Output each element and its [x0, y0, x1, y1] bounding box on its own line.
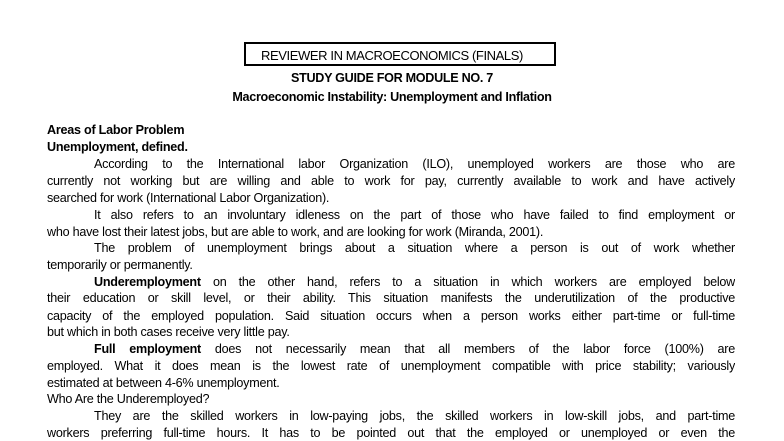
paragraph-line: searched for work (International Labor Organization).	[47, 191, 330, 205]
paragraph-line: According to the International labor Organization (ILO), unemployed workers are those who are	[94, 157, 735, 171]
topic-heading: Macroeconomic Instability: Unemployment and Inflation	[232, 90, 552, 104]
subsection-heading: Unemployment, defined.	[47, 140, 188, 154]
paragraph-line: who have lost their latest jobs, but are able to work, and are looking for work (Miranda, 2001).	[47, 225, 544, 239]
paragraph-line: but which in both cases receive very little pay.	[47, 325, 290, 339]
paragraph-line: currently not working but are willing and able to work for pay, currently available to work and have actively	[47, 174, 735, 188]
document-title: REVIEWER IN MACROECONOMICS (FINALS)	[261, 48, 523, 63]
paragraph-line: their education or skill level, or their ability. This situation manifests the underutilization of the productive	[47, 291, 735, 305]
term-full-employment: Full employment	[94, 342, 201, 356]
paragraph-line: The problem of unemployment brings about a situation where a person is out of work whether	[94, 241, 735, 255]
term-underemployment: Underemployment	[94, 275, 201, 289]
paragraph-line: capacity of the employed population. Said situation occurs when a person works either part-time or full-time	[47, 309, 735, 323]
line-text: does not necessarily mean that all members of the labor force (100%) are	[200, 342, 735, 356]
paragraph-line: temporarily or permanently.	[47, 258, 193, 272]
section-heading: Areas of Labor Problem	[47, 123, 185, 137]
paragraph-line: They are the skilled workers in low-paying jobs, the skilled workers in low-skill jobs, and part-time	[94, 409, 735, 423]
paragraph-line: It also refers to an involuntary idleness on the part of those who have failed to find employment or	[94, 208, 735, 222]
paragraph-line: employed. What it does mean is the lowest rate of unemployment compatible with price stability; variously	[47, 359, 735, 373]
module-heading: STUDY GUIDE FOR MODULE NO. 7	[291, 71, 493, 85]
paragraph-line	[47, 342, 735, 357]
question-heading: Who Are the Underemployed?	[47, 392, 210, 406]
line-text: on the other hand, refers to a situation in which workers are employed below	[200, 275, 735, 289]
paragraph-line: workers preferring full-time hours. It has to be pointed out that the employed or unemployed or even the	[47, 426, 735, 440]
paragraph-line	[47, 275, 735, 290]
paragraph-line: estimated at between 4-6% unemployment.	[47, 376, 280, 390]
